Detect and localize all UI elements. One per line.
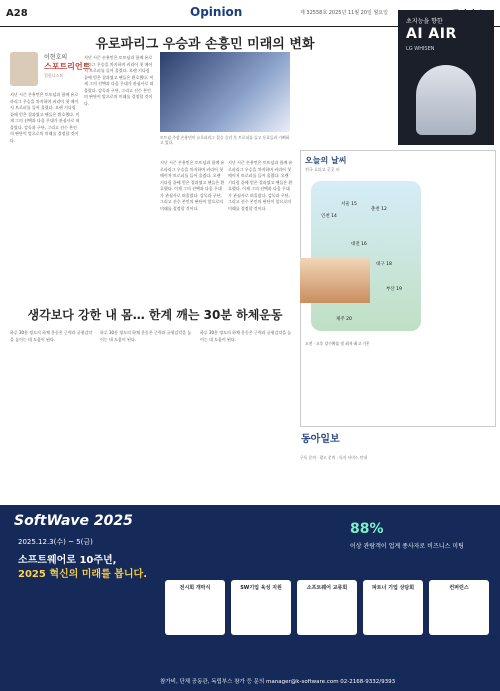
- ad-stat-big: 88%: [350, 521, 384, 537]
- program-card[interactable]: [363, 580, 423, 635]
- program-card-title: 컨퍼런스: [449, 585, 469, 591]
- article1-body-col1: 지난 시즌 손흥민은 토트넘과 함께 유로파리그 우승을 차지하며 커리어 첫 메이저 트로피를 들어 올렸다. 오랜 기다림 끝에 얻은 결과였고 팬들은 환호했다. 이제 그의 선택과 다음 무대가 관심사로 떠올랐다. 감독과 구단, 그리고 선수 본인의 판단이 앞으로의 미래를 결정할 것이다.: [10, 92, 80, 143]
- city-label: 인천 14: [321, 214, 337, 219]
- article1-body-col2: 지난 시즌 손흥민은 토트넘과 함께 유로파리그 우승을 차지하며 커리어 첫 메이저 트로피를 들어 올렸다. 오랜 기다림 끝에 얻은 결과였고 팬들은 환호했다. 이제 그의 선택과 다음 무대가 관심사로 떠올랐다. 감독과 구단, 그리고 선수 본인의 판단이 앞으로의 미래를 결정할 것이다.: [84, 55, 154, 106]
- article1-photo-caption: 토트넘 주장 손흥민이 유로파리그 결승 승리 후 트로피를 들고 동료들과 기뻐하고 있다.: [160, 135, 290, 145]
- ad-headline1: 소프트웨어로 10주년,: [18, 555, 117, 566]
- ad-bottom[interactable]: [0, 505, 500, 691]
- ad-footer-contact[interactable]: 참가비, 단체 공동관, 독립부스 참가 등 문의 manager@k-software.com 02-2168-9332/9393: [160, 679, 396, 685]
- article1-body-col3: 지난 시즌 손흥민은 토트넘과 함께 유로파리그 우승을 차지하며 커리어 첫 메이저 트로피를 들어 올렸다. 오랜 기다림 끝에 얻은 결과였고 팬들은 환호했다. 이제 그의 선택과 다음 무대가 관심사로 떠올랐다. 감독과 구단, 그리고 선수 본인의 판단이 앞으로의 미래를 결정할 것이다.: [160, 160, 225, 211]
- section-name: Opinion: [190, 5, 243, 19]
- author-subtitle: 컬럼니스트: [44, 73, 64, 78]
- ad-top-line1: 초지능을 향한: [406, 18, 443, 25]
- issue-info: 제 32558호 2025년 11월 20일 월요일: [300, 10, 388, 16]
- weather-subtitle: 전국 흐리고 곳곳 비: [305, 167, 340, 172]
- ad-headline2: 2025 혁신의 미래를 봅니다.: [18, 569, 148, 580]
- air-conditioner-image: [416, 65, 476, 135]
- program-card-title: SW기업 육성 지원: [240, 585, 282, 591]
- city-label: 춘천 12: [371, 207, 387, 212]
- article1-body-col4: 지난 시즌 손흥민은 토트넘과 함께 유로파리그 우승을 차지하며 커리어 첫 메이저 트로피를 들어 올렸다. 오랜 기다림 끝에 얻은 결과였고 팬들은 환호했다. 이제 그의 선택과 다음 무대가 관심사로 떠올랐다. 감독과 구단, 그리고 선수 본인의 판단이 앞으로의 미래를 결정할 것이다.: [228, 160, 293, 211]
- notice-text: 구독 문의 · 광고 문의 · 독자 서비스 안내: [300, 455, 368, 460]
- notice-logo: 동아일보: [301, 434, 340, 445]
- weather-map: [311, 181, 421, 331]
- city-label: 부산 19: [386, 287, 402, 292]
- weather-table: 오전 · 오후 강수확률 및 최저·최고 기온: [305, 341, 370, 346]
- program-card-title: 전시회 개막식: [179, 585, 211, 591]
- program-card-title: 파트너 기업 상담회: [371, 585, 415, 591]
- program-card[interactable]: [165, 580, 225, 635]
- article2-body-col3: 하루 30분 정도의 하체 운동은 근력과 균형감각을 높이는 데 도움이 된다.: [200, 330, 292, 342]
- city-label: 제주 20: [336, 317, 352, 322]
- article1-photo: [160, 52, 290, 132]
- program-card[interactable]: [231, 580, 291, 635]
- ad-program-cards: [165, 580, 495, 640]
- article1-title: 유로파리그 우승과 손흥민 미래의 변화: [95, 37, 315, 52]
- program-card[interactable]: [429, 580, 489, 635]
- author-column-title: 스포트리언트: [44, 62, 91, 71]
- article2-photo: [300, 258, 370, 303]
- program-card-title: 소프트웨어 교류회: [306, 585, 348, 591]
- article2-title: 생각보다 강한 내 몸… 한계 깨는 30분 하체운동: [27, 308, 283, 322]
- weather-title: 오늘의 날씨: [305, 156, 347, 165]
- program-card[interactable]: [297, 580, 357, 635]
- city-label: 대전 16: [351, 242, 367, 247]
- ad-brand: SoftWave 2025: [14, 513, 133, 529]
- ad-top-line3: LG WHISEN: [406, 46, 435, 52]
- article2-body-col1: 하루 30분 정도의 하체 운동은 근력과 균형감각을 높이는 데 도움이 된다.: [10, 330, 93, 342]
- author-avatar: [10, 52, 38, 86]
- ad-stat-small: 이상 관람객이 업계 종사자로 비즈니스 미팅: [350, 543, 464, 550]
- ad-top-line2: AI AIR: [406, 26, 457, 42]
- page-number: A28: [6, 8, 28, 19]
- city-label: 대구 18: [376, 262, 392, 267]
- ad-top-right[interactable]: [398, 10, 494, 145]
- ad-dates: 2025.12.3(수) ~ 5(금): [18, 538, 93, 546]
- city-label: 서울 15: [341, 202, 357, 207]
- author-name: 이현호의: [44, 54, 68, 61]
- article2-body-col2: 하루 30분 정도의 하체 운동은 근력과 균형감각을 높이는 데 도움이 된다.: [100, 330, 192, 342]
